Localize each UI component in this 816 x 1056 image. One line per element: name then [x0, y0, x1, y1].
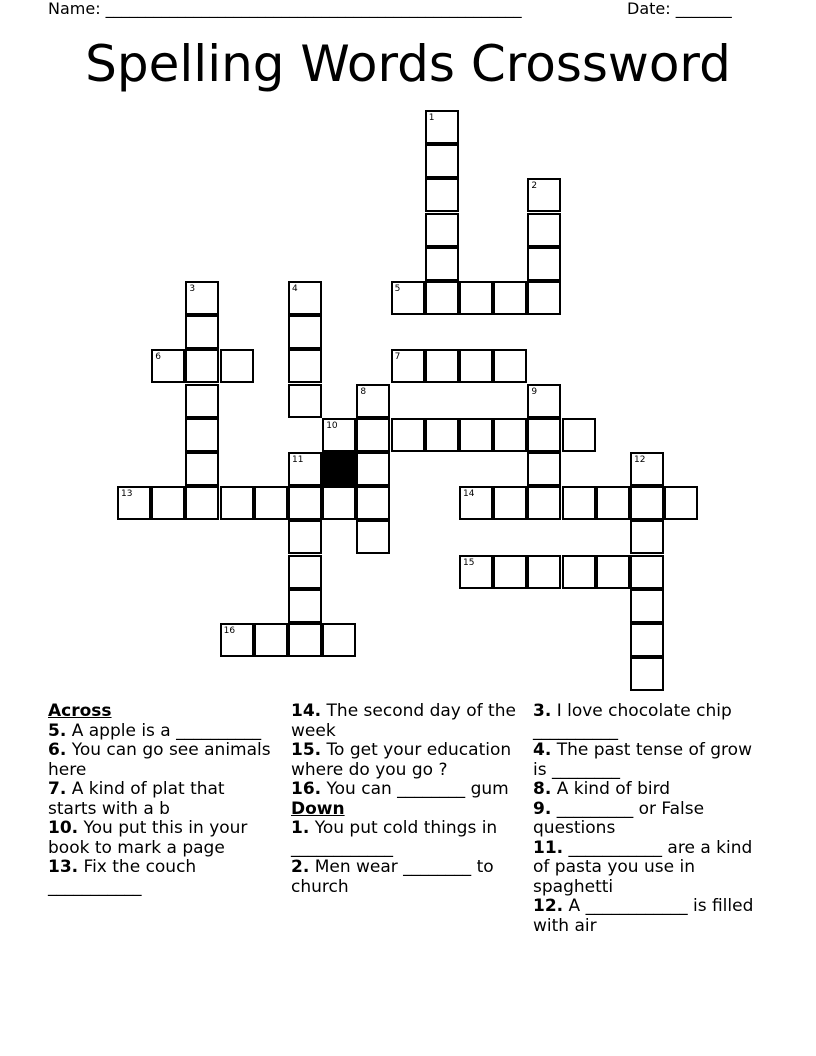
grid-cell[interactable] [459, 418, 493, 452]
clue-across-6 [48, 741, 273, 780]
cell-number: 13 [121, 489, 133, 500]
grid-cell[interactable] [459, 349, 493, 383]
clue-text: Men wear ________ to church [291, 857, 494, 897]
grid-cell[interactable] [493, 281, 527, 315]
clue-number: 3. [533, 701, 552, 721]
grid-cell[interactable] [562, 486, 596, 520]
clue-text: A ____________ is filled with air [533, 896, 754, 936]
grid-cell[interactable] [630, 452, 664, 486]
grid-cell[interactable] [288, 281, 322, 315]
grid-cell[interactable] [630, 486, 664, 520]
grid-cell[interactable] [425, 144, 459, 178]
grid-cell[interactable] [288, 315, 322, 349]
page-title: Spelling Words Crossword [85, 35, 731, 93]
clue-text: The second day of the week [291, 701, 516, 741]
grid-cell[interactable] [459, 281, 493, 315]
clue-number: 5. [48, 720, 67, 741]
clue-text: I love chocolate chip __________ [533, 701, 732, 741]
grid-cell[interactable] [596, 555, 630, 589]
grid-cell[interactable] [425, 281, 459, 315]
date-field-line: Date: _______ [627, 0, 732, 18]
clue-number: 1. [291, 818, 310, 838]
clue-number: 6. [48, 740, 67, 760]
across-heading: Across [48, 701, 112, 721]
grid-cell[interactable] [322, 486, 356, 520]
clue-number: 8. [533, 779, 552, 799]
grid-cell[interactable] [630, 520, 664, 554]
grid-cell[interactable] [356, 452, 390, 486]
clue-down-8 [533, 780, 763, 800]
grid-cell[interactable] [493, 486, 527, 520]
grid-cell[interactable] [459, 486, 493, 520]
grid-cell[interactable] [288, 452, 322, 486]
cell-number: 8 [360, 386, 367, 397]
cell-number: 9 [531, 386, 538, 397]
grid-cell[interactable] [527, 213, 561, 247]
cell-number: 10 [326, 420, 338, 431]
grid-cell[interactable] [527, 452, 561, 486]
clue-text: Fix the couch ___________ [48, 857, 197, 897]
grid-cell[interactable] [425, 349, 459, 383]
clue-number: 13. [48, 857, 79, 877]
grid-cell[interactable] [220, 349, 254, 383]
grid-cell[interactable] [151, 349, 185, 383]
clue-across-5 [48, 722, 273, 742]
grid-cell[interactable] [288, 623, 322, 657]
grid-cell[interactable] [493, 555, 527, 589]
cell-number: 11 [292, 455, 304, 465]
clue-number: 2. [291, 857, 310, 877]
cell-number: 3 [189, 284, 196, 294]
grid-cell[interactable] [185, 315, 219, 349]
clue-down-11 [533, 839, 763, 898]
clue-number: 10. [48, 818, 79, 838]
down-heading: Down [291, 798, 345, 819]
clue-number: 14. [291, 701, 322, 721]
clue-text: The past tense of grow is ________ [533, 740, 752, 780]
grid-cell[interactable] [527, 486, 561, 520]
clue-column-3 [533, 702, 763, 936]
grid-cell[interactable] [254, 623, 288, 657]
grid-cell[interactable] [356, 384, 390, 418]
clue-across-14 [291, 702, 516, 741]
cell-number: 15 [463, 557, 475, 568]
grid-cell[interactable] [391, 418, 425, 452]
grid-cell[interactable] [185, 349, 219, 383]
cell-number: 5 [394, 284, 401, 294]
clue-text: You can go see animals here [48, 740, 271, 780]
grid-cell[interactable] [527, 281, 561, 315]
cell-number: 16 [223, 626, 236, 636]
grid-cell[interactable] [425, 247, 459, 281]
clue-number: 7. [48, 779, 67, 799]
grid-cell[interactable] [220, 623, 254, 657]
grid-cell[interactable] [562, 418, 596, 452]
clue-down-4 [533, 741, 763, 780]
clue-down-1 [291, 819, 516, 858]
clue-number: 12. [533, 896, 564, 916]
cell-number: 2 [531, 181, 538, 192]
grid-cell[interactable] [288, 589, 322, 623]
clue-down-2 [291, 858, 516, 897]
clue-text: To get your education where do you go ? [291, 740, 512, 780]
clue-across-16 [291, 780, 516, 800]
grid-cell[interactable] [356, 418, 390, 452]
grid-cell[interactable] [527, 555, 561, 589]
grid-cell[interactable] [288, 384, 322, 418]
grid-cell[interactable] [254, 486, 288, 520]
clue-column-2 [291, 702, 516, 897]
clue-number: 4. [533, 740, 552, 760]
grid-cell[interactable] [630, 623, 664, 657]
grid-cell[interactable] [664, 486, 698, 520]
grid-cell[interactable] [425, 418, 459, 452]
clue-across-15 [291, 741, 516, 780]
grid-cell[interactable] [185, 384, 219, 418]
cell-number: 6 [155, 352, 161, 363]
cell-number: 12 [634, 455, 646, 465]
clue-text: ___________ are a kind of pasta you use in spaghetti [533, 837, 753, 897]
grid-cell[interactable] [322, 418, 356, 452]
grid-cell[interactable] [391, 281, 425, 315]
grid-cell[interactable] [356, 486, 390, 520]
grid-cell[interactable] [185, 281, 219, 315]
grid-cell[interactable] [288, 555, 322, 589]
grid-cell[interactable] [493, 349, 527, 383]
grid-cell[interactable] [425, 213, 459, 247]
grid-cell[interactable] [493, 418, 527, 452]
grid-cell[interactable] [562, 555, 596, 589]
clue-text: _________ or False questions [533, 798, 705, 838]
name-field-line: Name: ____________________________________________________ [48, 0, 522, 18]
cell-number: 4 [292, 284, 298, 294]
grid-cell[interactable] [527, 418, 561, 452]
grid-cell[interactable] [425, 110, 459, 144]
clue-down-3 [533, 702, 763, 741]
grid-cell[interactable] [288, 349, 322, 383]
grid-cell[interactable] [596, 486, 630, 520]
clue-number: 9. [533, 798, 552, 819]
grid-cell[interactable] [220, 486, 254, 520]
clue-down-12 [533, 897, 763, 936]
grid-cell[interactable] [185, 452, 219, 486]
grid-cell-black [322, 452, 356, 486]
grid-cell[interactable] [630, 555, 664, 589]
cell-number: 1 [428, 113, 435, 123]
grid-cell[interactable] [117, 486, 151, 520]
grid-cell[interactable] [459, 555, 493, 589]
clue-number: 16. [291, 779, 322, 799]
grid-cell[interactable] [185, 418, 219, 452]
clue-text: A kind of bird [556, 779, 671, 799]
grid-cell[interactable] [630, 589, 664, 623]
grid-cell[interactable] [527, 384, 561, 418]
grid-cell[interactable] [527, 178, 561, 212]
clue-text: A kind of plat that starts with a b [48, 779, 225, 819]
grid-cell[interactable] [151, 486, 185, 520]
clue-number: 11. [533, 837, 564, 858]
clue-text: You can ________ gum [326, 779, 509, 799]
clue-number: 15. [291, 740, 322, 760]
grid-cell[interactable] [322, 623, 356, 657]
grid-cell[interactable] [630, 657, 664, 691]
clue-text: A apple is a __________ [71, 720, 262, 741]
clue-text: You put this in your book to mark a page [48, 818, 248, 858]
grid-cell[interactable] [356, 520, 390, 554]
clue-down-9 [533, 800, 763, 839]
grid-cell[interactable] [527, 247, 561, 281]
grid-cell[interactable] [425, 178, 459, 212]
clue-text: You put cold things in ____________ [291, 818, 498, 858]
clue-across-7 [48, 780, 273, 819]
grid-cell[interactable] [391, 349, 425, 383]
grid-cell[interactable] [185, 486, 219, 520]
clue-across-10 [48, 819, 273, 858]
clue-across-13 [48, 858, 273, 897]
grid-cell[interactable] [288, 520, 322, 554]
grid-cell[interactable] [288, 486, 322, 520]
cell-number: 14 [463, 489, 475, 500]
clue-column-1 [48, 702, 273, 897]
cell-number: 7 [394, 352, 401, 363]
